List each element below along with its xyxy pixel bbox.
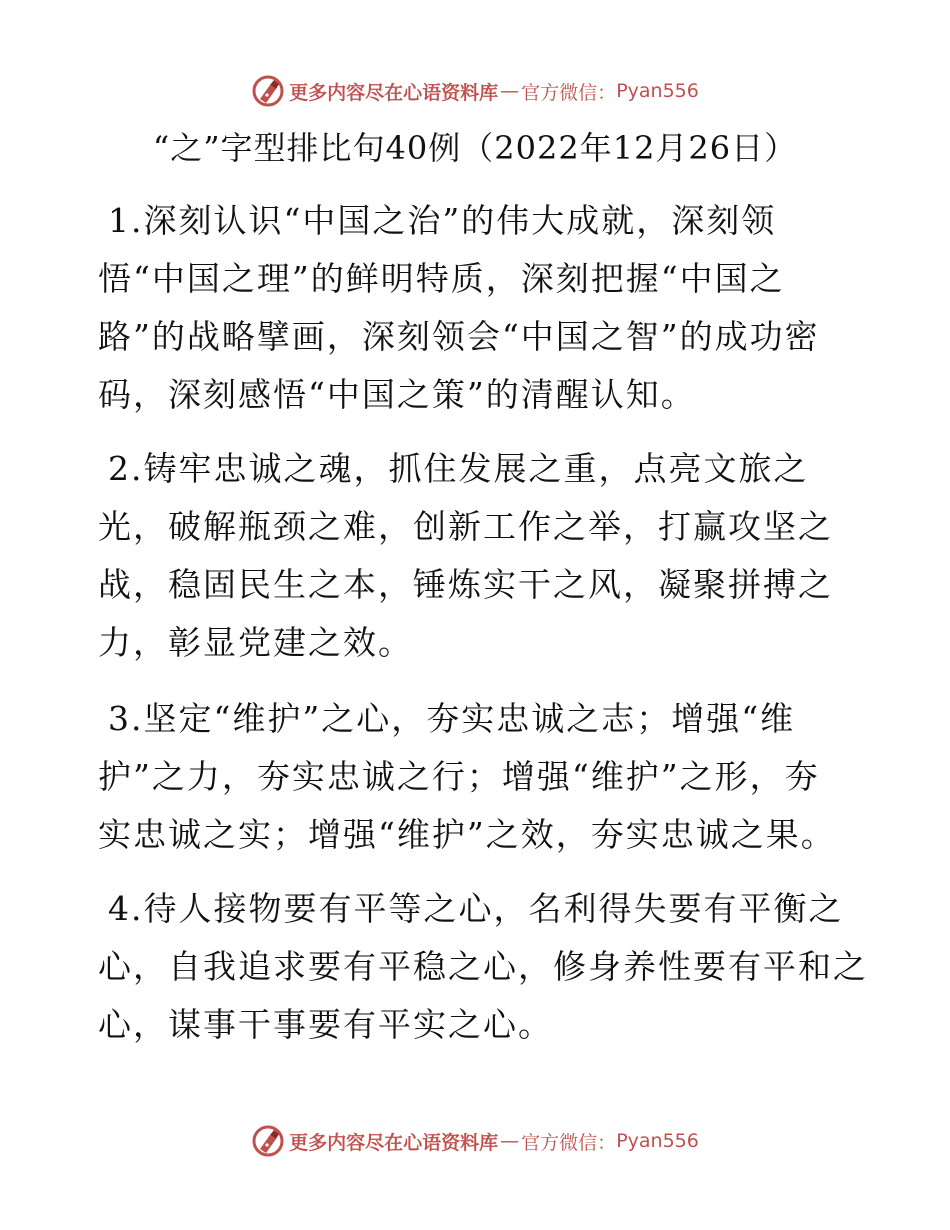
header-watermark <box>0 74 950 108</box>
paragraph-line: 力，彰显党建之效。 <box>98 623 413 662</box>
watermark-wechat-id: Pyan556 <box>616 1130 699 1152</box>
paragraph-3 <box>98 690 858 864</box>
paragraph-line: 悟“中国之理”的鲜明特质，深刻把握“中国之 <box>98 259 785 298</box>
paragraph-line: 1.深刻认识“中国之治”的伟大成就，深刻领 <box>108 201 777 240</box>
document-title: “之”字型排比句40例（2022年12月26日） <box>152 129 798 167</box>
paragraph-4 <box>98 880 868 1054</box>
pen-nib-logo-icon <box>251 74 285 108</box>
paragraph-1 <box>98 192 858 424</box>
watermark-wechat-label: 官方微信： <box>521 1131 617 1154</box>
watermark-dash: — <box>500 80 520 102</box>
watermark-text: 更多内容尽在心语资料库 <box>289 1131 499 1154</box>
paragraph-line: 3.坚定“维护”之心，夯实忠诚之志；增强“维 <box>108 699 796 738</box>
paragraph-line: 2.铸牢忠诚之魂，抓住发展之重，点亮文旅之 <box>108 449 809 488</box>
paragraph-line: 码，深刻感悟“中国之策”的清醒认知。 <box>98 375 696 414</box>
watermark-dash: — <box>500 1130 520 1152</box>
paragraph-line: 4.待人接物要有平等之心，名利得失要有平衡之 <box>108 889 844 928</box>
paragraph-line: 光，破解瓶颈之难，创新工作之举，打赢攻坚之 <box>98 507 833 546</box>
paragraph-line: 心，自我追求要有平稳之心，修身养性要有平和之 <box>98 947 868 986</box>
pen-nib-logo-icon <box>251 1124 285 1158</box>
paragraph-2 <box>98 440 858 672</box>
paragraph-line: 心，谋事干事要有平实之心。 <box>98 1005 553 1044</box>
watermark-wechat-label: 官方微信： <box>521 81 617 104</box>
watermark-wechat-id: Pyan556 <box>616 80 699 102</box>
paragraph-line: 护”之力，夯实忠诚之行；增强“维护”之形，夯 <box>98 757 820 796</box>
footer-watermark <box>0 1124 950 1158</box>
paragraph-line: 实忠诚之实；增强“维护”之效，夯实忠诚之果。 <box>98 815 836 854</box>
paragraph-line: 战，稳固民生之本，锤炼实干之风，凝聚拼搏之 <box>98 565 833 604</box>
paragraph-line: 路”的战略擘画，深刻领会“中国之智”的成功密 <box>98 317 820 356</box>
watermark-text: 更多内容尽在心语资料库 <box>289 81 499 104</box>
